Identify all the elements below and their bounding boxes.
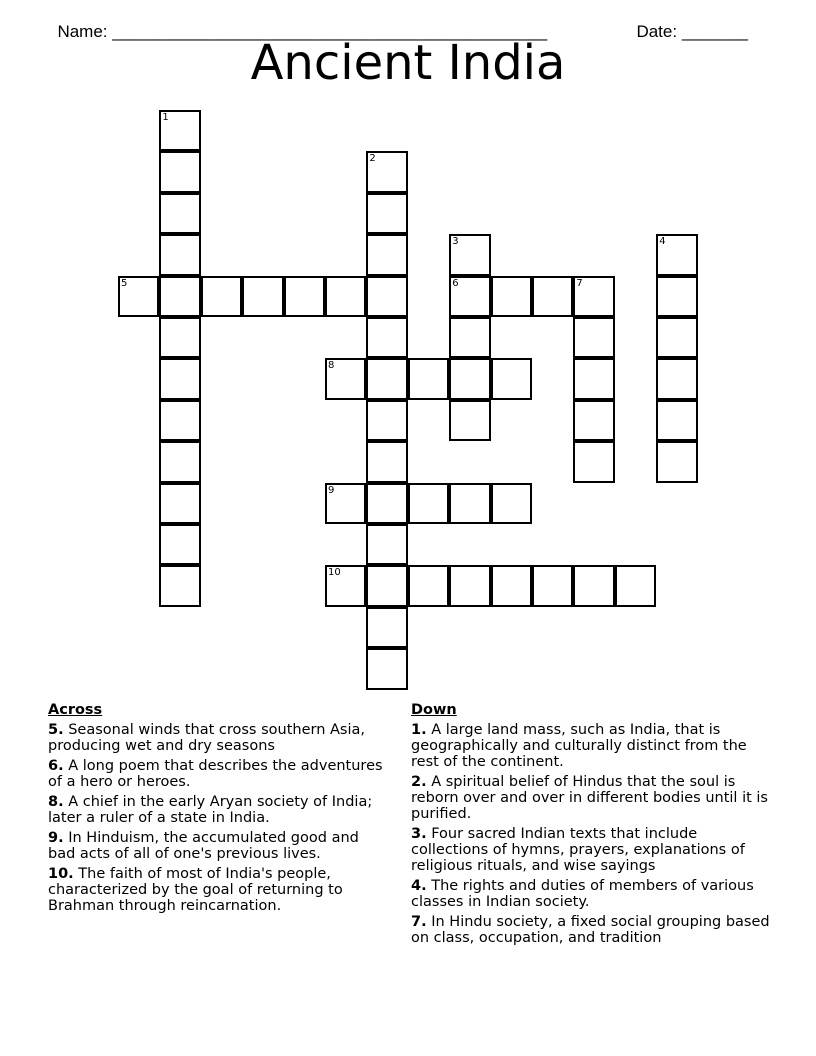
grid-cell[interactable] — [366, 400, 407, 441]
down-clue — [411, 914, 776, 946]
grid-cell[interactable] — [573, 358, 614, 399]
clue-text: The rights and duties of members of various classes in Indian society. — [411, 878, 754, 910]
down-clue — [411, 722, 776, 770]
grid-cell[interactable] — [573, 400, 614, 441]
grid-cell[interactable] — [159, 358, 200, 399]
name-line: ______________________________________________ — [112, 22, 548, 41]
grid-cell[interactable] — [325, 565, 366, 606]
grid-cell[interactable] — [491, 276, 532, 317]
clue-num: 1. — [411, 722, 427, 738]
grid-cell[interactable] — [408, 358, 449, 399]
grid-cell[interactable] — [159, 400, 200, 441]
grid-cell[interactable] — [656, 276, 697, 317]
grid-cell[interactable] — [159, 483, 200, 524]
clue-num: 6. — [48, 758, 64, 774]
grid-cell[interactable] — [118, 276, 159, 317]
grid-cell[interactable] — [449, 400, 490, 441]
clue-number: 2 — [369, 153, 376, 165]
clue-num: 4. — [411, 878, 427, 894]
clue-num: 10. — [48, 866, 74, 882]
grid-cell[interactable] — [573, 565, 614, 606]
grid-cell[interactable] — [366, 358, 407, 399]
across-clue — [48, 866, 383, 914]
clue-text: In Hindu society, a fixed social grouping based on class, occupation, and tradition — [411, 914, 770, 946]
name-label: Name: — [57, 22, 113, 41]
grid-cell[interactable] — [366, 524, 407, 565]
grid-cell[interactable] — [656, 234, 697, 275]
grid-cell[interactable] — [449, 317, 490, 358]
grid-cell[interactable] — [532, 565, 573, 606]
grid-cell[interactable] — [573, 276, 614, 317]
clue-num: 2. — [411, 774, 427, 790]
clue-text: Seasonal winds that cross southern Asia, producing wet and dry seasons — [48, 722, 365, 754]
grid-cell[interactable] — [366, 276, 407, 317]
across-heading: Across — [48, 702, 103, 718]
clue-number: 5 — [121, 277, 128, 289]
grid-cell[interactable] — [325, 483, 366, 524]
grid-cell[interactable] — [449, 234, 490, 275]
grid-cell[interactable] — [159, 193, 200, 234]
down-clue — [411, 774, 776, 822]
grid-cell[interactable] — [656, 441, 697, 482]
grid-cell[interactable] — [573, 317, 614, 358]
grid-cell[interactable] — [159, 110, 200, 151]
clue-text: A long poem that describes the adventures of a hero or heroes. — [48, 758, 383, 790]
down-heading: Down — [411, 702, 457, 718]
clue-number: 9 — [328, 484, 335, 496]
grid-cell[interactable] — [615, 565, 656, 606]
grid-cell[interactable] — [491, 358, 532, 399]
grid-cell[interactable] — [325, 276, 366, 317]
clue-number: 3 — [452, 236, 459, 248]
across-clue — [48, 722, 383, 754]
grid-cell[interactable] — [159, 151, 200, 192]
clue-num: 8. — [48, 794, 64, 810]
grid-cell[interactable] — [366, 565, 407, 606]
grid-cell[interactable] — [449, 276, 490, 317]
down-clue — [411, 878, 776, 910]
grid-cell[interactable] — [366, 607, 407, 648]
grid-cell[interactable] — [449, 565, 490, 606]
clue-num: 7. — [411, 914, 427, 930]
clue-text: The faith of most of India's people, characterized by the goal of returning to Brahman through reincarnation. — [48, 866, 343, 914]
grid-cell[interactable] — [491, 565, 532, 606]
grid-cell[interactable] — [491, 483, 532, 524]
grid-cell[interactable] — [366, 483, 407, 524]
grid-cell[interactable] — [656, 400, 697, 441]
grid-cell[interactable] — [366, 441, 407, 482]
grid-cell[interactable] — [573, 441, 614, 482]
down-clue — [411, 826, 776, 874]
grid-cell[interactable] — [408, 565, 449, 606]
grid-cell[interactable] — [159, 276, 200, 317]
grid-cell[interactable] — [159, 524, 200, 565]
across-clue — [48, 758, 383, 790]
grid-cell[interactable] — [159, 234, 200, 275]
grid-cell[interactable] — [656, 358, 697, 399]
clue-text: A chief in the early Aryan society of India; later a ruler of a state in India. — [48, 794, 373, 826]
grid-cell[interactable] — [366, 648, 407, 689]
across-clue — [48, 830, 383, 862]
clue-text: A large land mass, such as India, that is geographically and culturally distinct from the rest of the continent. — [411, 722, 747, 770]
clue-text: In Hinduism, the accumulated good and bad acts of all of one's previous lives. — [48, 830, 359, 862]
grid-cell[interactable] — [242, 276, 283, 317]
grid-cell[interactable] — [159, 565, 200, 606]
grid-cell[interactable] — [159, 441, 200, 482]
clue-number: 1 — [162, 112, 169, 123]
grid-cell[interactable] — [325, 358, 366, 399]
grid-cell[interactable] — [366, 151, 407, 192]
grid-cell[interactable] — [449, 358, 490, 399]
grid-cell[interactable] — [366, 193, 407, 234]
clue-number: 6 — [452, 277, 459, 289]
clue-num: 5. — [48, 722, 64, 738]
grid-cell[interactable] — [366, 234, 407, 275]
grid-cell[interactable] — [284, 276, 325, 317]
clue-number: 7 — [576, 277, 583, 289]
across-clues — [48, 702, 383, 918]
across-clue — [48, 794, 383, 826]
clue-num: 9. — [48, 830, 64, 846]
clue-text: A spiritual belief of Hindus that the soul is reborn over and over in different bodies until it is purified. — [411, 774, 768, 822]
grid-cell[interactable] — [408, 483, 449, 524]
grid-cell[interactable] — [656, 317, 697, 358]
clue-num: 3. — [411, 826, 427, 842]
grid-cell[interactable] — [532, 276, 573, 317]
clue-number: 8 — [328, 360, 335, 372]
date-label: Date: — [636, 22, 682, 41]
grid-cell[interactable] — [366, 317, 407, 358]
clue-number: 10 — [328, 567, 341, 579]
grid-cell[interactable] — [449, 483, 490, 524]
date-line: _______ — [681, 22, 748, 41]
down-clues — [411, 702, 776, 950]
grid-cell[interactable] — [159, 317, 200, 358]
clue-number: 4 — [659, 236, 666, 248]
grid-cell[interactable] — [201, 276, 242, 317]
clue-text: Four sacred Indian texts that include collections of hymns, prayers, explanations of religious rituals, and wise sayings — [411, 826, 745, 874]
page-title: Ancient India — [250, 35, 566, 91]
